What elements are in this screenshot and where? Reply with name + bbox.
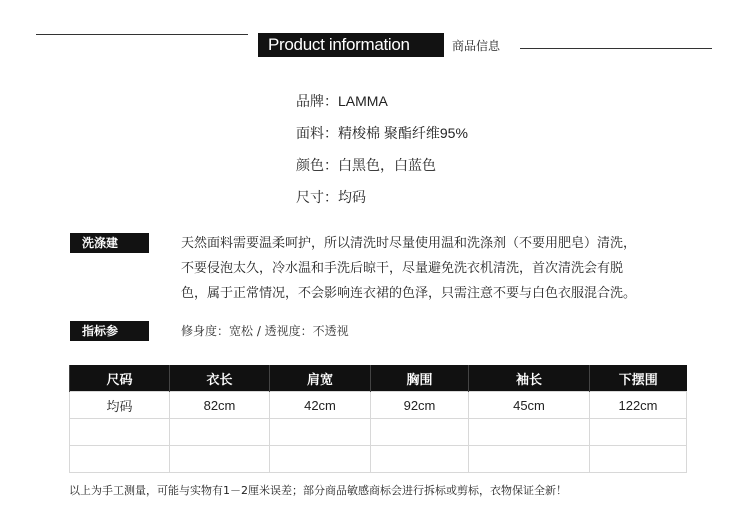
wash-advice-line: 色，属于正常情况，不会影响连衣裙的色泽，只需注意不要与白色衣服混合洗。: [181, 286, 637, 301]
size-table-header: [70, 365, 687, 392]
header-cell-sleeve: 袖长: [469, 365, 590, 392]
index-params-label: 指标参数：: [70, 321, 149, 341]
table-cell: [270, 446, 371, 473]
table-cell: [170, 419, 270, 446]
brand-row: [296, 89, 468, 121]
section-title-chinese: 商品信息: [452, 39, 501, 53]
table-cell: 均码: [70, 392, 170, 419]
table-cell: [270, 419, 371, 446]
fabric-row: [296, 121, 468, 153]
brand-text: 品牌：LAMMA: [296, 93, 388, 109]
index-params-text: 修身度：宽松 / 透视度：不透视: [181, 324, 349, 338]
header-rule-right: [520, 48, 712, 49]
table-cell: [590, 446, 687, 473]
product-info-list: [296, 89, 468, 217]
table-cell: [70, 446, 170, 473]
header-rule-left: [36, 34, 248, 35]
table-cell: 42cm: [270, 392, 371, 419]
table-cell: 45cm: [469, 392, 590, 419]
footer-note: 以上为手工测量，可能与实物有1－2厘米误差；部分商品敏感商标会进行拆标或剪标，衣物保证全新！: [69, 484, 567, 497]
table-row: [70, 419, 687, 446]
table-cell: [469, 446, 590, 473]
table-cell: [469, 419, 590, 446]
table-cell: [70, 419, 170, 446]
wash-advice-label: 洗涤建议：: [70, 233, 149, 253]
wash-advice-text: [181, 231, 651, 306]
header-cell-bust: 胸围: [371, 365, 469, 392]
size-table: [69, 365, 687, 473]
wash-advice-line: 天然面料需要温柔呵护，所以清洗时尽量使用温和洗涤剂（不要用肥皂）清洗，: [181, 236, 637, 251]
table-cell: 122cm: [590, 392, 687, 419]
table-row: [70, 392, 687, 419]
table-cell: [371, 419, 469, 446]
size-text: 尺寸：均码: [296, 189, 366, 205]
wash-advice-line: 不要侵泡太久，冷水温和手洗后晾干，尽量避免洗衣机清洗，首次清洗会有脱: [181, 261, 624, 276]
color-text: 颜色：白黑色，白蓝色: [296, 157, 436, 173]
color-row: [296, 153, 468, 185]
table-cell: [371, 446, 469, 473]
header-cell-shoulder: 肩宽: [270, 365, 371, 392]
section-title-english: Product information: [258, 33, 444, 57]
table-cell: [170, 446, 270, 473]
header-cell-hem: 下摆围: [590, 365, 687, 392]
header-cell-size: 尺码: [70, 365, 170, 392]
table-row: [70, 446, 687, 473]
size-row: [296, 185, 468, 217]
table-cell: 82cm: [170, 392, 270, 419]
header-cell-length: 衣长: [170, 365, 270, 392]
fabric-text: 面料：精梭棉 聚酯纤维95%: [296, 125, 468, 141]
table-cell: 92cm: [371, 392, 469, 419]
table-cell: [590, 419, 687, 446]
